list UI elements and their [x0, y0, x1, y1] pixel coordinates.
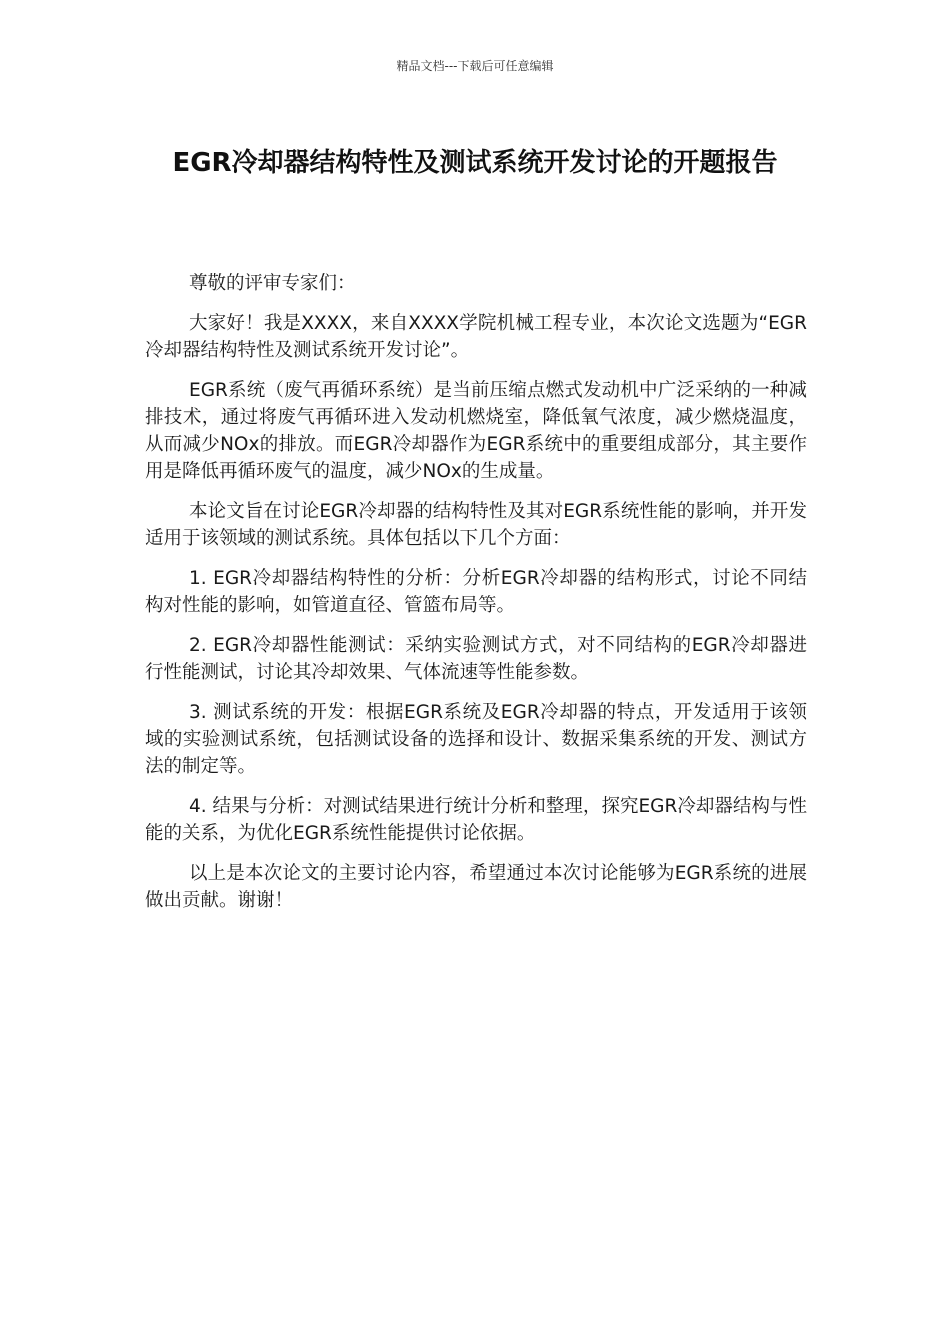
closing-paragraph: 以上是本次论文的主要讨论内容，希望通过本次讨论能够为EGR系统的进展做出贡献。谢谢！ — [145, 863, 807, 911]
list-item-structure-analysis: 1. EGR冷却器结构特性的分析：分析EGR冷却器的结构形式，讨论不同结构对性能的影响，如管道直径、管篮布局等。 — [145, 568, 807, 616]
header-note: 精品文档---下载后可任意编辑 — [396, 59, 554, 73]
aim-paragraph: 本论文旨在讨论EGR冷却器的结构特性及其对EGR系统性能的影响，并开发适用于该领域的测试系统。具体包括以下几个方面： — [145, 501, 807, 549]
intro-paragraph: 大家好！我是XXXX，来自XXXX学院机械工程专业，本次论文选题为“EGR冷却器结构特性及测试系统开发讨论”。 — [145, 313, 807, 361]
document-title: EGR冷却器结构特性及测试系统开发讨论的开题报告 — [172, 148, 778, 178]
list-item-results-analysis: 4. 结果与分析：对测试结果进行统计分析和整理，探究EGR冷却器结构与性能的关系，为优化EGR系统性能提供讨论依据。 — [145, 796, 807, 844]
salutation-paragraph: 尊敬的评审专家们： — [189, 273, 356, 294]
list-item-performance-test: 2. EGR冷却器性能测试：采纳实验测试方式，对不同结构的EGR冷却器进行性能测试，讨论其冷却效果、气体流速等性能参数。 — [145, 635, 807, 683]
list-item-test-system: 3. 测试系统的开发：根据EGR系统及EGR冷却器的特点，开发适用于该领域的实验测试系统，包括测试设备的选择和设计、数据采集系统的开发、测试方法的制定等。 — [145, 702, 807, 777]
background-paragraph: EGR系统（废气再循环系统）是当前压缩点燃式发动机中广泛采纳的一种减排技术，通过将废气再循环进入发动机燃烧室，降低氧气浓度，减少燃烧温度，从而减少NOx的排放。而EGR冷却器作为EGR系统中的重要组成部分，其主要作用是降低再循环废气的温度，减少NOx的生成量。 — [145, 380, 807, 482]
document-body — [145, 270, 807, 927]
